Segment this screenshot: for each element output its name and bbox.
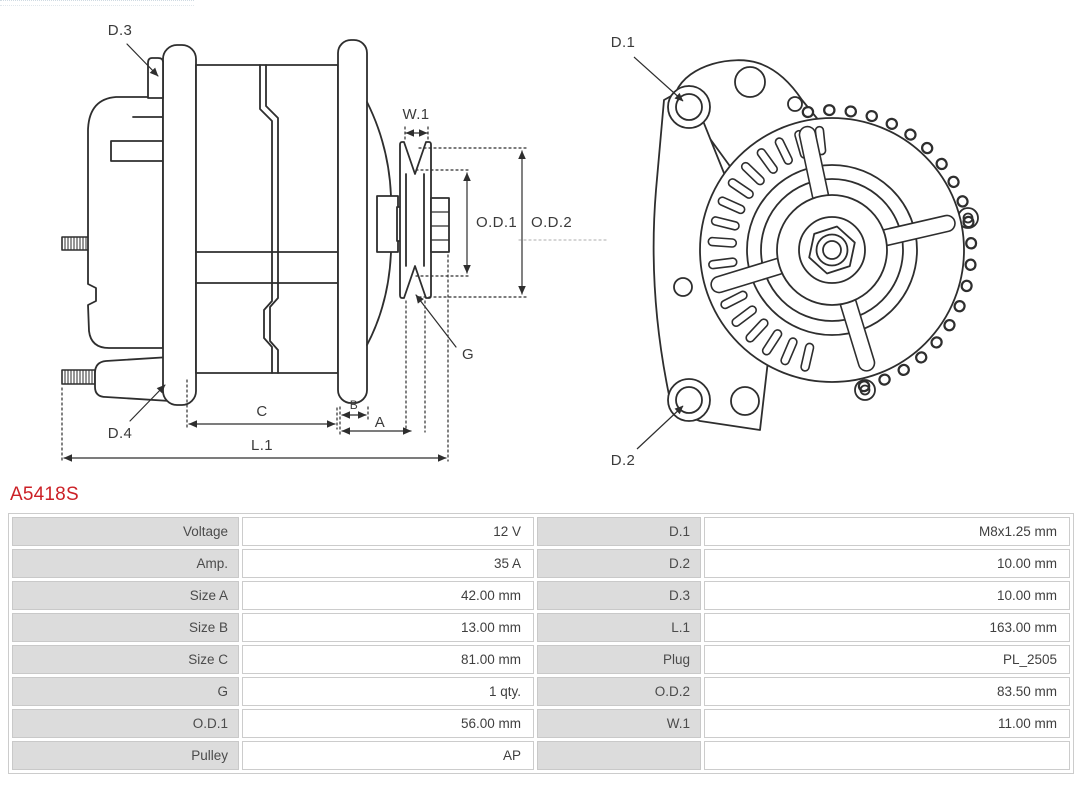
alternator-front-view [654,60,978,430]
spec-label: Pulley [12,741,239,770]
spec-label: L.1 [537,613,701,642]
spec-label: Size C [12,645,239,674]
label-g: G [462,346,475,363]
spec-label: Amp. [12,549,239,578]
specifications-table [8,513,1074,774]
spec-value: 12 V [242,517,534,546]
spec-row [12,677,1070,706]
spec-row [12,613,1070,642]
spec-value: 35 A [242,549,534,578]
spec-row [12,581,1070,610]
spec-label: O.D.1 [12,709,239,738]
spec-row [12,645,1070,674]
spec-value: 83.50 mm [704,677,1070,706]
label-l1: L.1 [250,437,274,454]
label-d1: D.1 [610,34,636,51]
label-d3: D.3 [107,22,133,39]
spec-row [12,517,1070,546]
label-c: C [256,403,268,420]
spec-value: 42.00 mm [242,581,534,610]
label-d2: D.2 [610,452,636,469]
label-d4: D.4 [107,425,133,442]
spec-value: AP [242,741,534,770]
spec-value: 1 qty. [242,677,534,706]
spec-label: O.D.2 [537,677,701,706]
spec-value: 13.00 mm [242,613,534,642]
product-code: A5418S [10,484,79,505]
spec-label: Plug [537,645,701,674]
label-b: B [349,398,359,412]
page-edge-artifact [0,0,194,6]
spec-value: 10.00 mm [704,581,1070,610]
spec-label [537,741,701,770]
spec-row [12,709,1070,738]
spec-label: Size B [12,613,239,642]
spec-value: M8x1.25 mm [704,517,1070,546]
spec-row [12,549,1070,578]
spec-label: Voltage [12,517,239,546]
spec-label: D.1 [537,517,701,546]
label-w1: W.1 [402,106,430,123]
spec-label: W.1 [537,709,701,738]
spec-row [12,741,1070,770]
spec-value: 11.00 mm [704,709,1070,738]
spec-value: 56.00 mm [242,709,534,738]
label-od1: O.D.1 [476,214,518,231]
spec-label: D.3 [537,581,701,610]
spec-value: 163.00 mm [704,613,1070,642]
spec-value: 81.00 mm [242,645,534,674]
label-od2: O.D.2 [531,214,573,231]
alternator-side-view [62,40,449,405]
spec-label: D.2 [537,549,701,578]
front-view-labels [611,34,636,469]
spec-label: Size A [12,581,239,610]
label-a: A [374,414,386,431]
spec-value [704,741,1070,770]
spec-value: 10.00 mm [704,549,1070,578]
spec-value: PL_2505 [704,645,1070,674]
spec-label: G [12,677,239,706]
